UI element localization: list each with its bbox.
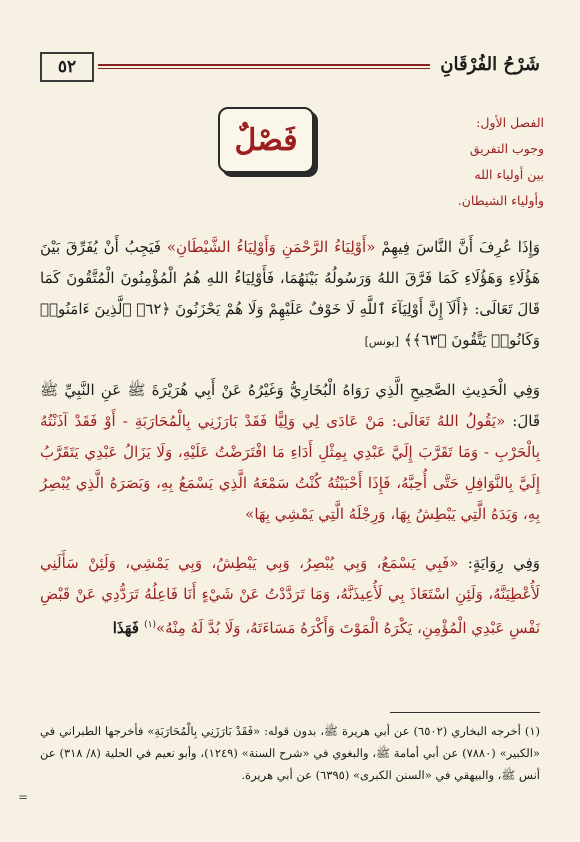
- page-number: ٥٢: [40, 52, 94, 82]
- section-heading-frame: [218, 107, 314, 173]
- page-header: [40, 52, 540, 82]
- quran-verse: ﴿أَلَآ إِنَّ أَوْلِيَآءَ ٱللَّهِ لَا خَوْفٌ عَلَيْهِمْ وَلَا هُمْ يَحْزَنُونَ ﴿٦٢﴾ ٱلَّذِينَ ءَامَنُوا۟ وَكَانُوا۟ يَتَّقُونَ ﴿٦٣﴾﴾: [40, 300, 540, 349]
- text-run: وَفِي رِوَايَةٍ:: [458, 554, 540, 572]
- main-text: [40, 232, 540, 644]
- text-run: فَهَذَا: [112, 619, 145, 637]
- side-note: [404, 110, 544, 214]
- section-heading: فَصْلٌ: [234, 122, 298, 158]
- side-note-line: وأولياء الشيطان.: [457, 193, 544, 208]
- header-rule: [98, 64, 430, 69]
- text-run: وَفِي الْحَدِيثِ الصَّحِيحِ الَّذِي رَوَاهُ الْبُخَارِيُّ وَغَيْرُهُ عَنْ أَبِي هُرَيْرَةَ ﷺ عَنِ النَّبِيِّ ﷺ قَالَ:: [40, 381, 540, 430]
- hadith-text: «يَقُولُ اللهُ تَعَالَى: مَنْ عَادَى لِي وَلِيًّا فَقَدْ بَارَزَنِي بِالْمُحَارَبَةِ - أَوْ فَقَدْ آذَنْتُهُ بِالْحَرْبِ - وَمَا تَقَرَّبَ إِلَيَّ عَبْدِي بِمِثْلِ أَدَاءِ مَا افْتَرَضْتُ عَلَيْهِ، وَلَا يَزَالُ عَبْدِي يَتَقَرَّبُ إِلَيَّ بِالنَّوَافِلِ حَتَّى أُحِبَّهُ، فَإِذَا أَحْبَبْتُهُ كُنْتُ سَمْعَهُ الَّذِي يَسْمَعُ بِهِ، وَبَصَرَهُ الَّذِي يُبْصِرُ بِهِ، وَيَدَهُ الَّتِي يَبْطِشُ بِهَا، وَرِجْلَهُ الَّتِي يَمْشِي بِهَا»: [40, 412, 540, 523]
- verse-reference: [يونس]: [364, 335, 400, 348]
- text-run: وَإِذَا عُرِفَ أَنَّ النَّاسَ فِيهِمْ: [375, 238, 541, 256]
- paragraph-3: [40, 548, 540, 644]
- side-note-line: وجوب التفريق: [469, 141, 544, 156]
- paragraph-1: [40, 232, 540, 357]
- quoted-phrase: «أَوْلِيَاءُ الرَّحْمَنِ وَأَوْلِيَاءُ الشَّيْطَانِ»: [166, 238, 376, 256]
- side-note-line: الفصل الأول:: [476, 115, 544, 130]
- hadith-text: «فَبِي يَسْمَعُ، وَبِي يُبْصِرُ، وَبِي يَبْطِشُ، وَبِي يَمْشِي، وَلَئِنْ سَأَلَنِي لَأُعْطِيَنَّهُ، وَلَئِنِ اسْتَعَاذَ بِي لَأُعِيذَنَّهُ، وَمَا تَرَدَّدْتُ عَنْ شَيْءٍ أَنَا فَاعِلُهُ تَرَدُّدِي عَنْ قَبْضِ نَفْسِ عَبْدِي الْمُؤْمِنِ، يَكْرَهُ الْمَوْتَ وَأَكْرَهُ مَسَاءَتَهُ، وَلَا بُدَّ لَهُ مِنْهُ»: [40, 554, 540, 637]
- side-note-line: بين أولياء الله: [474, 167, 544, 182]
- footnote-marker: (١): [144, 620, 156, 630]
- footnotes: [40, 720, 540, 786]
- running-title: شَرْحُ الفُرْقَانِ: [440, 54, 540, 75]
- text-run: فَيَجِبُ أَنْ يُفَرِّقَ بَيْنَ هَؤُلَاءِ وَهَؤُلَاءِ كَمَا فَرَّقَ اللهُ وَرَسُولُهُ بَيْنَهُمَا، فَأَوْلِيَاءُ اللهِ هُمُ الْمُؤْمِنُونَ الْمُتَّقُونَ كَمَا قَالَ تَعَالَى:: [40, 238, 540, 318]
- footnote-1: (١) أخرجه البخاري (٦٥٠٢) عن أبي هريرة ﷺ، بدون قوله: «فَقَدْ بَارَزَنِي بِالْمُحَارَبَةِ» فأخرجها الطبراني في «الكبير» (٧٨٨٠) عن أبي أمامة ﷺ، والبغوي في «شرح السنة» (١٢٤٩)، وأبو نعيم في الحلية (٨/ ٣١٨) عن أنس ﷺ، والبيهقي في «السنن الكبرى» (٦٣٩٥) عن أبي هريرة.: [40, 724, 541, 782]
- margin-mark: =: [18, 790, 29, 804]
- footnote-rule: [390, 712, 540, 713]
- paragraph-2: [40, 375, 540, 530]
